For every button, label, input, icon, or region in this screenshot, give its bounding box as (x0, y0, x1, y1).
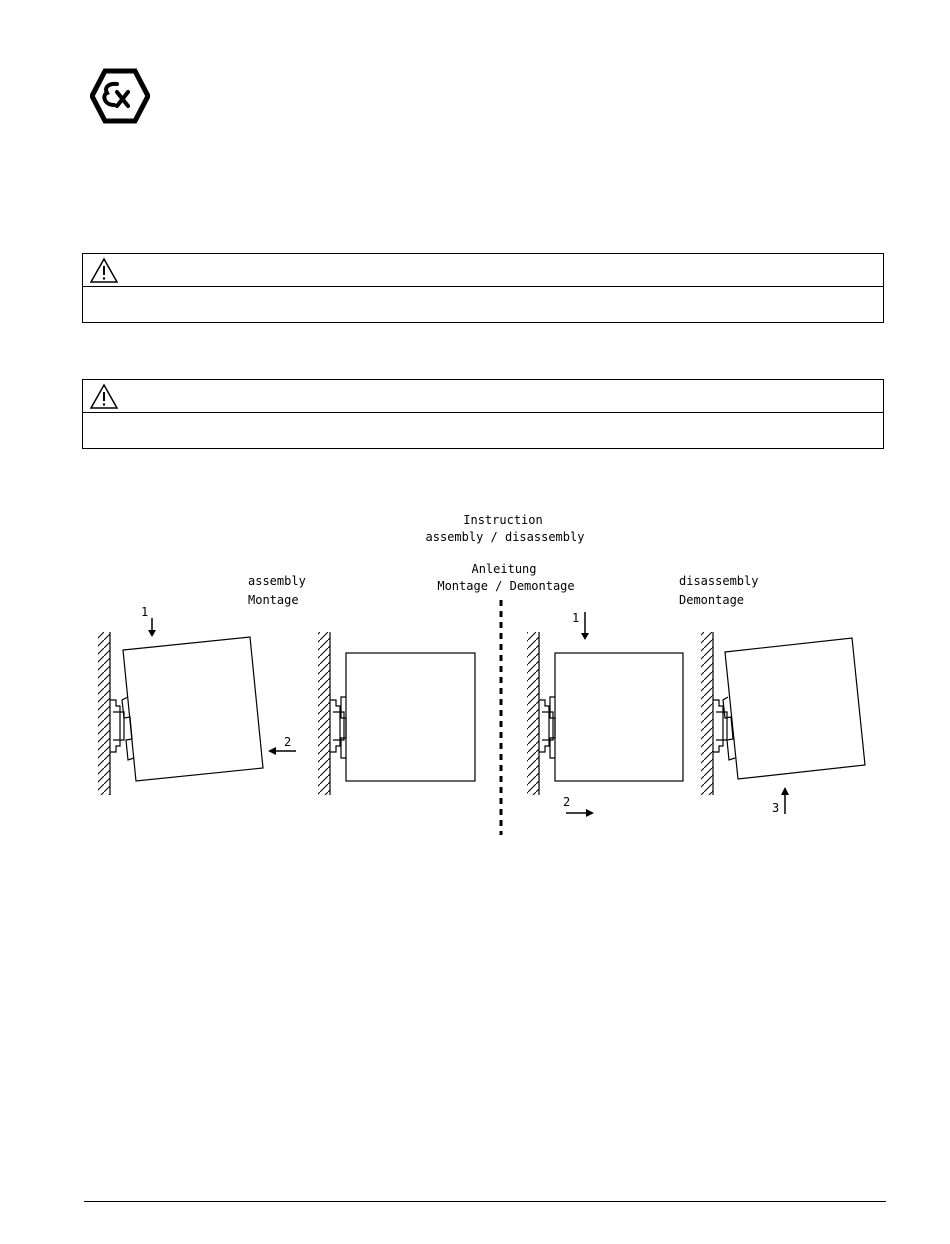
din-rail-panel-1 (110, 700, 124, 752)
wall-panel-3 (527, 632, 539, 795)
step-2-label-b: 2 (563, 795, 571, 809)
warning-text (83, 413, 883, 447)
warning-triangle-icon (89, 256, 119, 284)
arrow-right-panel-3 (566, 809, 594, 817)
heading-en-line1: Instruction (463, 513, 543, 527)
heading-de-line2: Montage / Demontage (437, 579, 575, 593)
disassembly-label-en: disassembly (679, 574, 759, 588)
din-rail-panel-4 (713, 700, 727, 752)
step-1-label: 1 (141, 605, 149, 619)
warning-header (83, 380, 883, 413)
step-1-label-b: 1 (572, 611, 580, 625)
step-2-label: 2 (284, 735, 292, 749)
device-mounted-panel-2 (341, 653, 475, 781)
warning-header (83, 254, 883, 287)
din-rail-panel-2 (330, 700, 344, 752)
wall-panel-2 (318, 632, 330, 795)
step-3-label: 3 (772, 801, 780, 815)
arrow-down-panel-3 (581, 612, 589, 640)
arrow-left-panel-1 (268, 747, 296, 755)
disassembly-label-de: Demontage (679, 593, 745, 607)
arrow-down-panel-1 (148, 618, 156, 637)
arrow-up-panel-4 (781, 787, 789, 814)
assembly-label-en: assembly (248, 574, 306, 588)
assembly-diagram (0, 500, 950, 845)
warning-box (82, 253, 884, 323)
wall-panel-4 (701, 632, 713, 795)
heading-en-line2: assembly / disassembly (425, 530, 585, 544)
ex-logo-icon (90, 68, 150, 124)
device-mounted-panel-3 (550, 653, 683, 781)
warning-text (83, 287, 883, 321)
device-tilted-panel-1 (122, 637, 263, 781)
device-tilted-panel-4 (723, 638, 865, 779)
heading-de-line1: Anleitung (471, 562, 537, 576)
din-rail-panel-3 (539, 700, 553, 752)
warning-triangle-icon (89, 382, 119, 410)
footer-rule (84, 1201, 886, 1202)
assembly-label-de: Montage (248, 593, 299, 607)
wall-panel-1 (98, 632, 110, 795)
warning-box (82, 379, 884, 449)
